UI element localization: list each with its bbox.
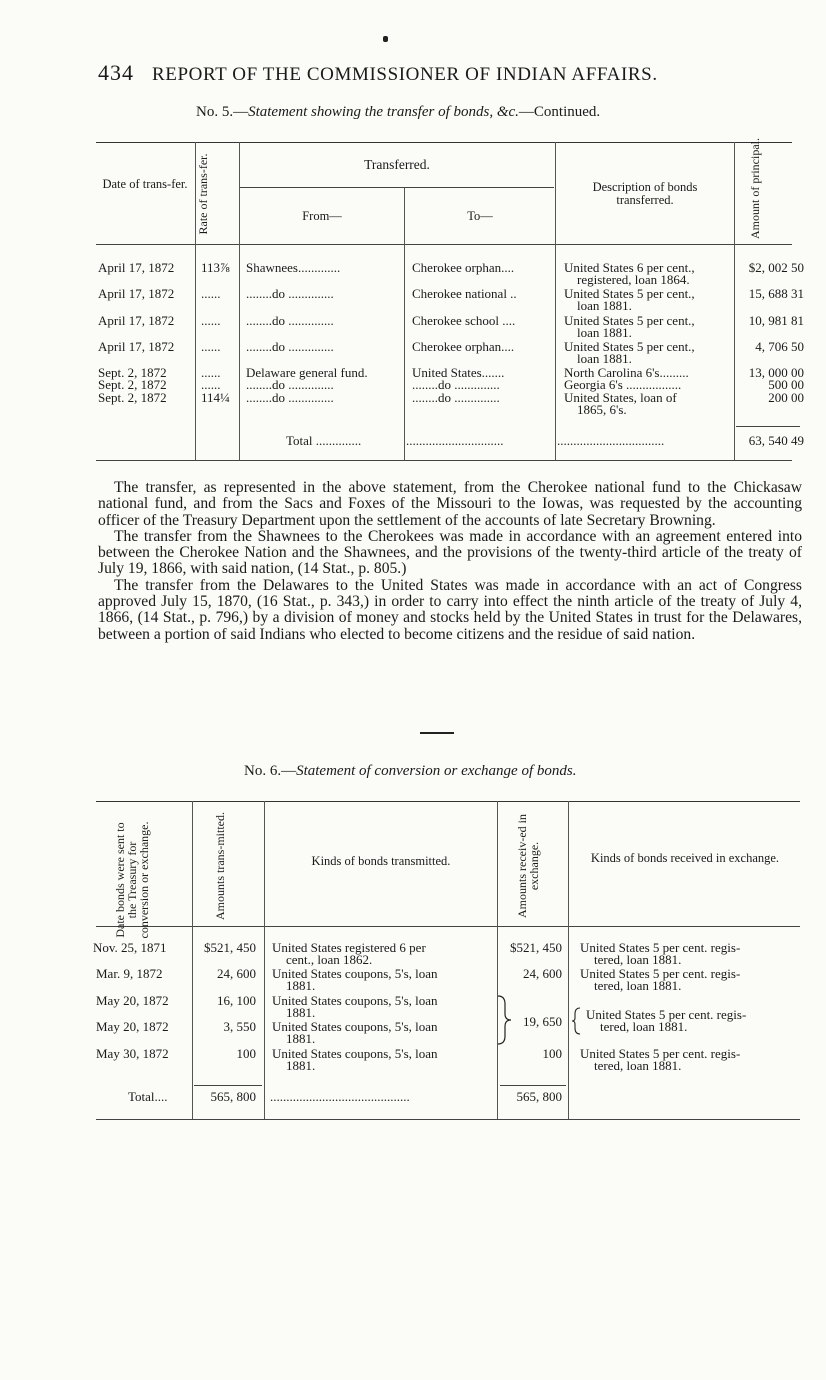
- page-header: [98, 60, 738, 86]
- paragraph: The transfer, as represented in the above statement, from the Cherokee national fund to the Chickasaw national fund, and from the Sacs and Foxes of the Missouri to the Iowas, was requested by the accounting officer of the Treasury Department upon the settlement of the accounts of late Secretary Browning.: [98, 479, 802, 529]
- printer-mark: [383, 36, 388, 42]
- table6-header-kinds-transmitted: Kinds of bonds transmitted.: [311, 854, 451, 868]
- table6-caption: No. 6.—Statement of conversion or exchange of bonds.: [244, 763, 577, 779]
- table6-total-received: 565, 800: [516, 1089, 562, 1104]
- section-separator: [420, 732, 454, 734]
- table5-top-rule: [96, 142, 792, 143]
- document-page: 434 REPORT OF THE COMMISSIONER OF INDIAN AFFAIRS. No. 5.—Statement showing the transfer of bonds, &c.—Continued. Date of trans-fer. Rate of trans-fer. Transferred. From— To— Description of bonds transferred. Amount of principal. April 17, 1872 113⅞ Shawnees............. Cherokee orphan.... United States 6 per cent., registered, loan 1864. $2, 002 50 April 17, 1872 ...... ........do .............. Cherokee national .. United States 5 per cent., loan 1881. 15, 688 31 April 17, 1872 ...... ........do .............. Cherokee school .... United States 5 per cent., loan 1881. 10, 981 81 April 17, 1872 ...... ........do .............. Cherokee orphan.... United States 5 per cent., loan 1881. 4, 706 50 Sept. 2, 1872 ...... Delaware general fund. United States....... North Carolina 6's......... 13, 000 00 Sept. 2, 1872 ...... ........do .............. ........do .............. Georgia 6's ................. 500 00 Sept. 2, 1872 114¼ ........do .............. ........do .............. United States, loan of 1865, 6's. 200 00 Total .............. .............................. ................................. 63, 540 49 The transfer, as represented in the above statement, from the Cherokee national fund to the Chickasaw national fund, and from the Sacs and Foxes of the Missouri to the Iowas, was requested by the accounting officer of the Treasury Department upon the settlement of the accounts of late Secretary Browning. The transfer from the Shawnees to the Cherokees was made in accordance with an agreement entered into between the Cherokee Nation and the Shawnees, and the provisions of the twenty-third article of the treaty of July 19, 1866, with said nation, (14 Stat., p. 805.) The transfer from the Delawares to the United States was made in accordance with an act of Congress approved July 15, 1870, (16 Stat., p. 343,) in order to carry into effect the ninth article of the treaty of July 4, 1866, (14 Stat., p. 796,) by a division of money and stocks held by the United States in trust for the Delawares, between a portion of said Indians who elected to become citizens and the residue of said nation. No. 6.—Statement of conversion or exchange of bonds. Date bonds were sent to the Treasury for conversion or exchange. Amounts trans-mitted. Kinds of bonds transmitted. Amounts receiv-ed in exchange. Kinds of bonds received in exchange. Nov. 25, 1871 $521, 450 United States registered 6 per cent., loan 1862. $521, 450 United States 5 per cent. regis- tered, loan 1881. Mar. 9, 1872 24, 600 United States coupons, 5's, loan 1881. 24, 600 United States 5 per cent. regis- tered, loan 1881. May 20, 1872 16, 100 United States coupons, 5's, loan 1881. May 20, 1872 3, 550 United States coupons, 5's, loan 1881. 19, 650 United States 5 per cent. regis- tered, loan 1881. May 30, 1872 100 United States coupons, 5's, loan 1881. 100 United States 5 per cent. regis- tered, loan 1881. Total.... 565, 800 ........................................... 565, 800: [0, 0, 826, 1380]
- paragraph: The transfer from the Delawares to the United States was made in accordance with an act of Congress approved July 15, 1870, (16 Stat., p. 343,) in order to carry into effect the ninth article of the treaty of July 4, 1866, (14 Stat., p. 796,) by a division of money and stocks held by the United States in trust for the Delawares, between a portion of said Indians who elected to become citizens and the residue of said nation.: [98, 576, 802, 643]
- brace-right-icon: [496, 994, 514, 1046]
- paragraph: The transfer from the Shawnees to the Cherokees was made in accordance with an agreement entered into between the Cherokee Nation and the Shawnees, and the provisions of the twenty-third article of the treaty of July 19, 1866, with said nation, (14 Stat., p. 805.): [98, 527, 802, 578]
- table5-transferred-rule: [240, 187, 554, 188]
- table6-header-amount-received: Amounts receiv-ed in exchange.: [515, 814, 541, 918]
- running-title: REPORT OF THE COMMISSIONER OF INDIAN AFFAIRS.: [152, 64, 658, 85]
- body-text: [98, 480, 802, 643]
- table5-total-label: Total ..............: [286, 433, 362, 448]
- page-number: 434: [98, 60, 134, 85]
- table6-total-amount: 565, 800: [210, 1089, 256, 1104]
- table5-total-amount: 63, 540 49: [748, 433, 804, 448]
- brace-left-icon: [570, 1006, 582, 1036]
- table5-header-date: Date of trans-fer.: [102, 177, 188, 191]
- table5-header-to: To—: [467, 209, 493, 223]
- table5-header-amount: Amount of principal.: [748, 138, 762, 239]
- table6-header-date: Date bonds were sent to the Treasury for conversion or exchange.: [113, 821, 151, 939]
- table6-header-rule: [96, 926, 800, 927]
- table5-header-rule: [96, 244, 792, 245]
- table6-total-label: Total....: [128, 1089, 168, 1104]
- table6-bottom-rule: [96, 1119, 800, 1120]
- table6-header-amount-transmitted: Amounts trans-mitted.: [213, 812, 227, 920]
- table5-header-description: Description of bonds transferred.: [592, 180, 698, 207]
- table6-header-kinds-received: Kinds of bonds received in exchange.: [590, 851, 780, 865]
- table5-bottom-rule: [96, 460, 792, 461]
- table5-header-transferred: Transferred.: [364, 157, 430, 172]
- table6-top-rule: [96, 801, 800, 802]
- table5-header-rate: Rate of trans-fer.: [196, 153, 210, 235]
- table5-caption: No. 5.—Statement showing the transfer of bonds, &c.—Continued.: [196, 104, 601, 120]
- table5-header-from: From—: [302, 209, 342, 223]
